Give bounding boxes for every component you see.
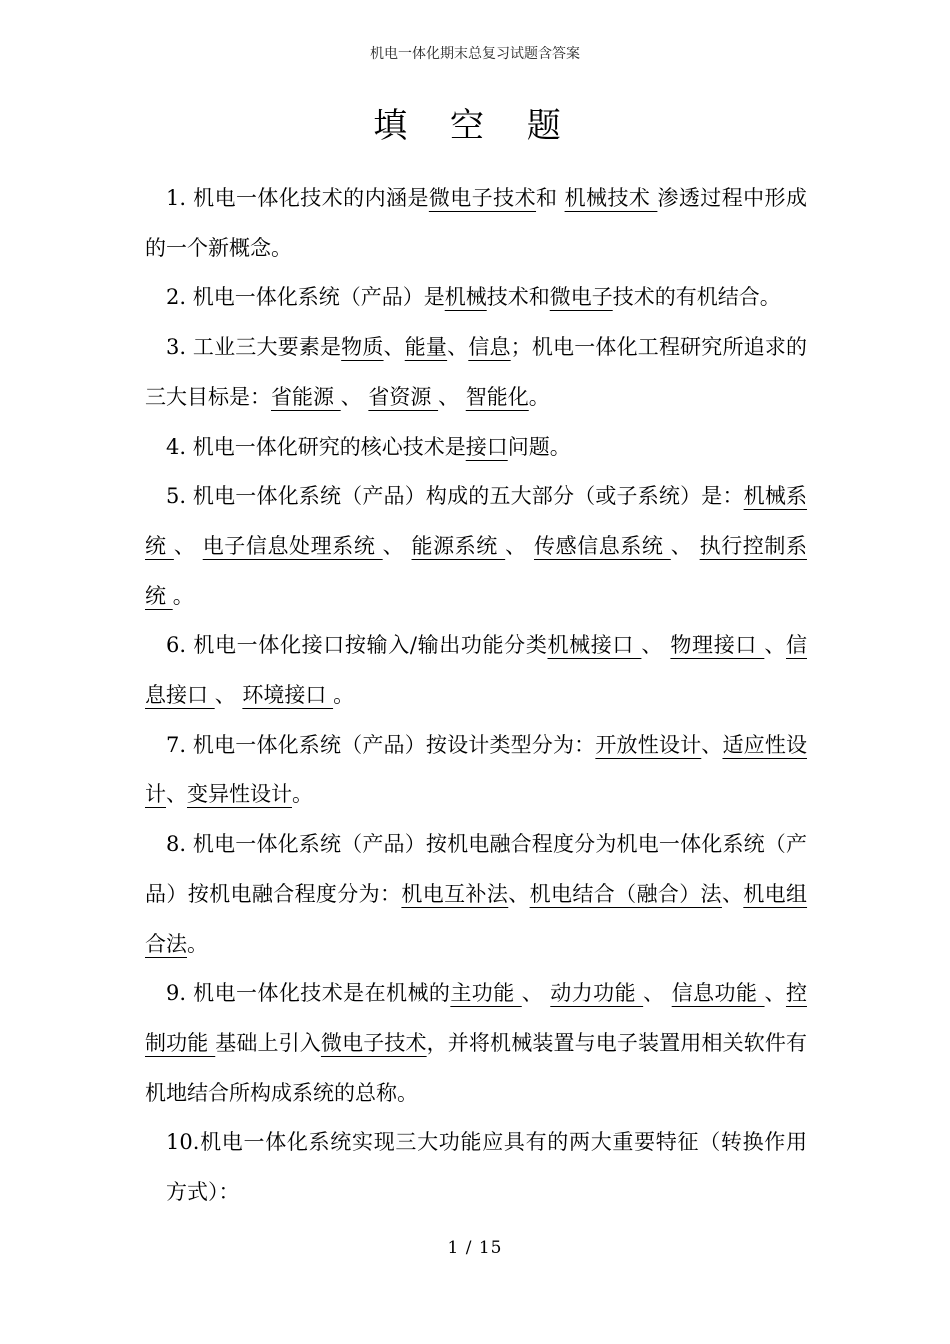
question-text: 、	[340, 384, 369, 409]
question-text: 。	[172, 583, 194, 608]
answer-blank: 信息	[468, 335, 511, 360]
question-item	[145, 174, 807, 273]
answer-blank: 机械接口	[547, 633, 642, 658]
answer-blank: 适应性设计	[145, 732, 808, 807]
question-text: 、	[383, 335, 405, 360]
answer-blank: 电子信息处理系统	[202, 533, 383, 558]
answer-blank: 机械技术	[564, 186, 658, 210]
answer-blank: 变异性设计	[187, 782, 292, 807]
question-list	[145, 174, 807, 1218]
question-text: 、	[382, 533, 412, 558]
question-text: 2. 机电一体化系统（产品）是	[166, 285, 445, 310]
question-text: 。	[528, 384, 550, 409]
question-text: 、	[701, 732, 723, 757]
question-text: 技术的有机结合。	[612, 285, 781, 310]
question-text: 、	[508, 881, 530, 906]
question-item	[145, 820, 807, 969]
question-text: 渗透过程中形成的一个新概念。	[145, 186, 807, 260]
question-text: ，并将机械装置与电子装置用相关软件有机地结合所构成系统的总称。	[145, 1030, 808, 1105]
question-text: 、	[438, 384, 466, 409]
answer-blank: 机械系统	[145, 484, 808, 558]
question-item	[145, 423, 807, 473]
question-text: 。	[187, 931, 208, 956]
question-text: 。	[292, 782, 313, 807]
answer-blank: 微电子技术	[320, 1030, 427, 1055]
answer-blank: 机械	[444, 285, 487, 310]
question-text: 技术和	[486, 285, 550, 310]
question-item	[145, 323, 807, 422]
answer-blank: 机电组合法	[145, 881, 808, 956]
question-text: 、	[521, 981, 551, 1006]
answer-blank: 机电结合（融合）法	[529, 881, 722, 906]
question-item	[145, 969, 807, 1118]
question-text: 3. 工业三大要素是	[166, 335, 342, 360]
answer-blank: 省资源	[368, 384, 439, 409]
answer-blank: 环境接口	[242, 683, 334, 708]
document-header-title: 机电一体化期末总复习试题含答案	[370, 46, 580, 62]
question-text: 基础上引入	[215, 1030, 321, 1055]
answer-blank: 信息接口	[145, 633, 807, 708]
answer-blank: 动力功能	[550, 981, 644, 1006]
page-total: 15	[478, 1238, 503, 1258]
answer-blank: 执行控制系统	[145, 533, 807, 608]
answer-blank: 物理接口	[670, 633, 765, 658]
question-item	[145, 621, 807, 720]
question-text: 、	[764, 633, 786, 658]
question-item	[145, 273, 807, 323]
answer-blank: 微电子	[549, 285, 613, 310]
answer-blank: 能源系统	[411, 533, 506, 558]
answer-blank: 能量	[404, 335, 448, 360]
question-text: 、	[214, 683, 243, 708]
question-text: 6. 机电一体化接口按输入/输出功能分类	[166, 633, 548, 658]
question-item	[145, 721, 807, 820]
question-text: 10.机电一体化系统实现三大功能应具有的两大重要特征（转换作用方式）：	[166, 1130, 807, 1205]
page-footer	[0, 1238, 950, 1258]
question-text: 、	[641, 633, 671, 658]
answer-blank: 传感信息系统	[534, 533, 671, 558]
answer-blank: 开放性设计	[595, 732, 702, 757]
question-text: ；机电一体化工程研究所追求的三大目标是：	[145, 335, 808, 409]
page-number: 1	[447, 1238, 460, 1258]
answer-blank: 控制功能	[145, 981, 807, 1055]
question-text: 、	[447, 335, 469, 360]
page-separator: /	[465, 1238, 473, 1258]
answer-blank: 机电互补法	[401, 881, 509, 906]
answer-blank: 微电子技术	[428, 186, 537, 210]
answer-blank: 信息功能	[671, 981, 765, 1006]
answer-blank: 省能源	[271, 384, 341, 409]
question-text: 、	[173, 533, 203, 558]
question-text: 9. 机电一体化技术是在机械的	[166, 981, 451, 1006]
answer-blank: 物质	[341, 335, 384, 360]
question-text: 5. 机电一体化系统（产品）构成的五大部分（或子系统）是：	[166, 484, 744, 509]
question-text: 1. 机电一体化技术的内涵是	[166, 186, 429, 210]
answer-blank: 主功能	[450, 981, 522, 1006]
question-text: 4. 机电一体化研究的核心技术是	[166, 434, 466, 459]
question-text: 。	[333, 683, 355, 708]
question-text: 、	[166, 782, 187, 807]
question-text: 、	[764, 981, 786, 1006]
question-text: 、	[721, 881, 744, 906]
answer-blank: 智能化	[465, 384, 529, 409]
question-item	[145, 1118, 807, 1217]
question-text: 、	[670, 533, 700, 558]
question-text: 、	[643, 981, 672, 1006]
question-item	[145, 472, 807, 621]
question-text: 、	[505, 533, 534, 558]
answer-blank: 接口	[465, 434, 508, 459]
question-text: 7. 机电一体化系统（产品）按设计类型分为：	[166, 732, 596, 757]
document-header	[0, 43, 950, 63]
question-text: 问题。	[507, 434, 571, 459]
question-text: 8. 机电一体化系统（产品）按机电融合程度分为机电一体化系统（产品）按机电融合程度分为：	[145, 832, 807, 906]
question-text: 和	[536, 186, 565, 210]
section-title: 填 空 题	[373, 106, 577, 146]
